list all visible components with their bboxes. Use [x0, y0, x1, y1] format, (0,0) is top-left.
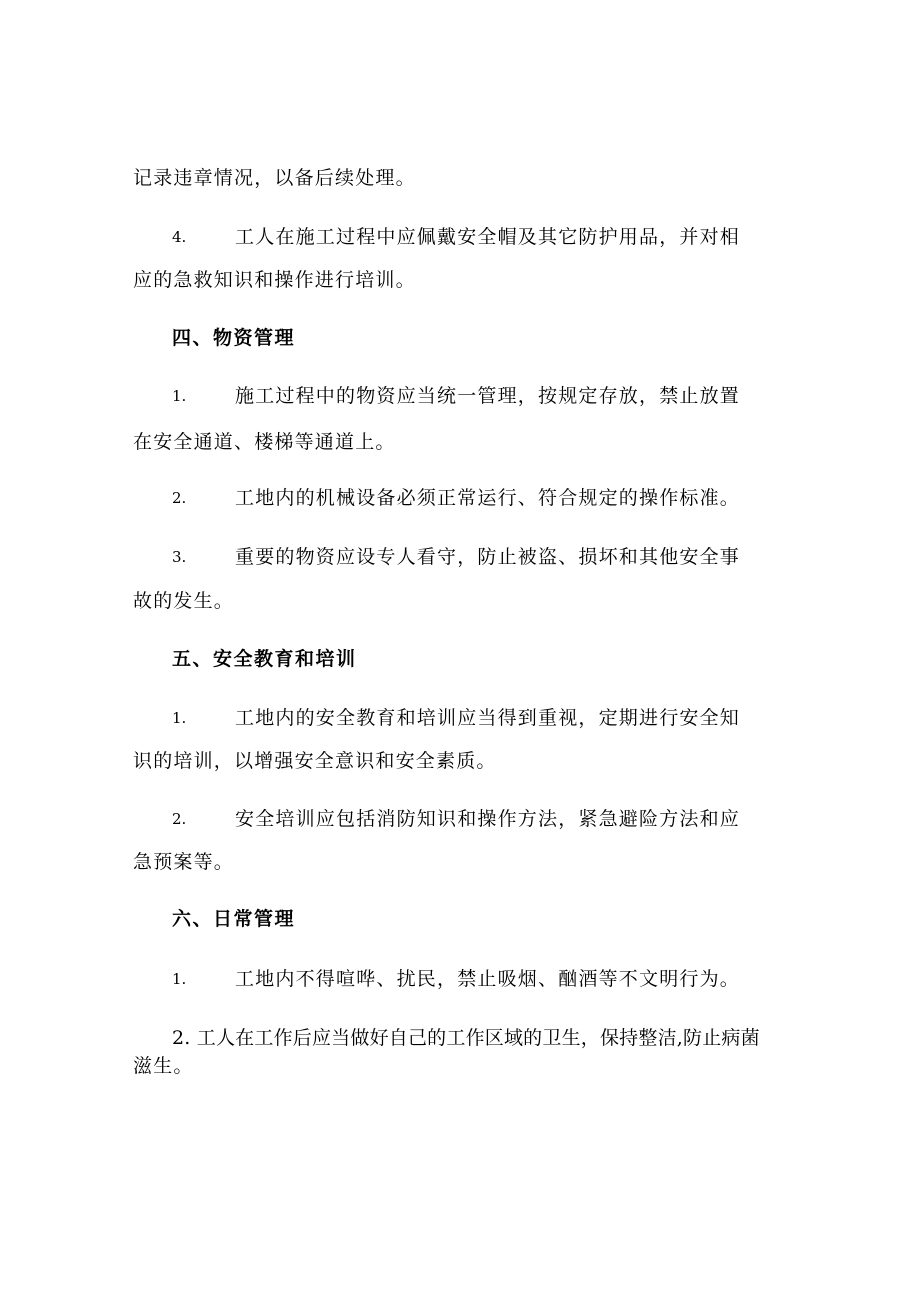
section-heading: 五、安全教育和培训 — [172, 648, 357, 670]
list-number: 2. — [172, 810, 187, 828]
list-item-text: 故的发生。 — [133, 590, 235, 612]
section-heading: 四、物资管理 — [172, 327, 296, 349]
list-item-text: 工人在施工过程中应佩戴安全帽及其它防护用品，并对相 — [235, 226, 741, 248]
list-number: 4. — [172, 228, 187, 246]
list-item-text: 识的培训，以增强安全意识和安全素质。 — [133, 750, 497, 772]
list-number: 1. — [172, 387, 187, 405]
paragraph-continuation: 记录违章情况，以备后续处理。 — [133, 167, 416, 189]
list-item-text: 工地内的机械设备必须正常运行、符合规定的操作标准。 — [235, 487, 741, 509]
list-item-text: 施工过程中的物资应当统一管理，按规定存放，禁止放置 — [235, 385, 741, 407]
list-number: 1. — [172, 970, 187, 988]
list-number: 3. — [172, 548, 187, 566]
list-number: 2. — [172, 489, 187, 507]
list-number: 1. — [172, 709, 187, 727]
list-item-text: 重要的物资应设专人看守，防止被盗、损坏和其他安全事 — [235, 546, 741, 568]
list-item-text: 工地内的安全教育和培训应当得到重视，定期进行安全知 — [235, 707, 741, 729]
list-item-text: 在安全通道、楼梯等通道上。 — [133, 431, 396, 453]
list-item-text: 急预案等。 — [133, 851, 235, 873]
section-heading: 六、日常管理 — [172, 908, 296, 930]
list-item-text: 安全培训应包括消防知识和操作方法，紧急避险方法和应 — [235, 808, 741, 830]
list-item-text: 2. 工人在工作后应当做好自己的工作区域的卫生，保持整洁,防止病菌 — [172, 1027, 760, 1049]
list-item-text: 滋生。 — [133, 1055, 194, 1077]
list-item-text: 应的急救知识和操作进行培训。 — [133, 269, 416, 291]
list-item-text: 工地内不得喧哗、扰民，禁止吸烟、酗酒等不文明行为。 — [235, 968, 741, 990]
